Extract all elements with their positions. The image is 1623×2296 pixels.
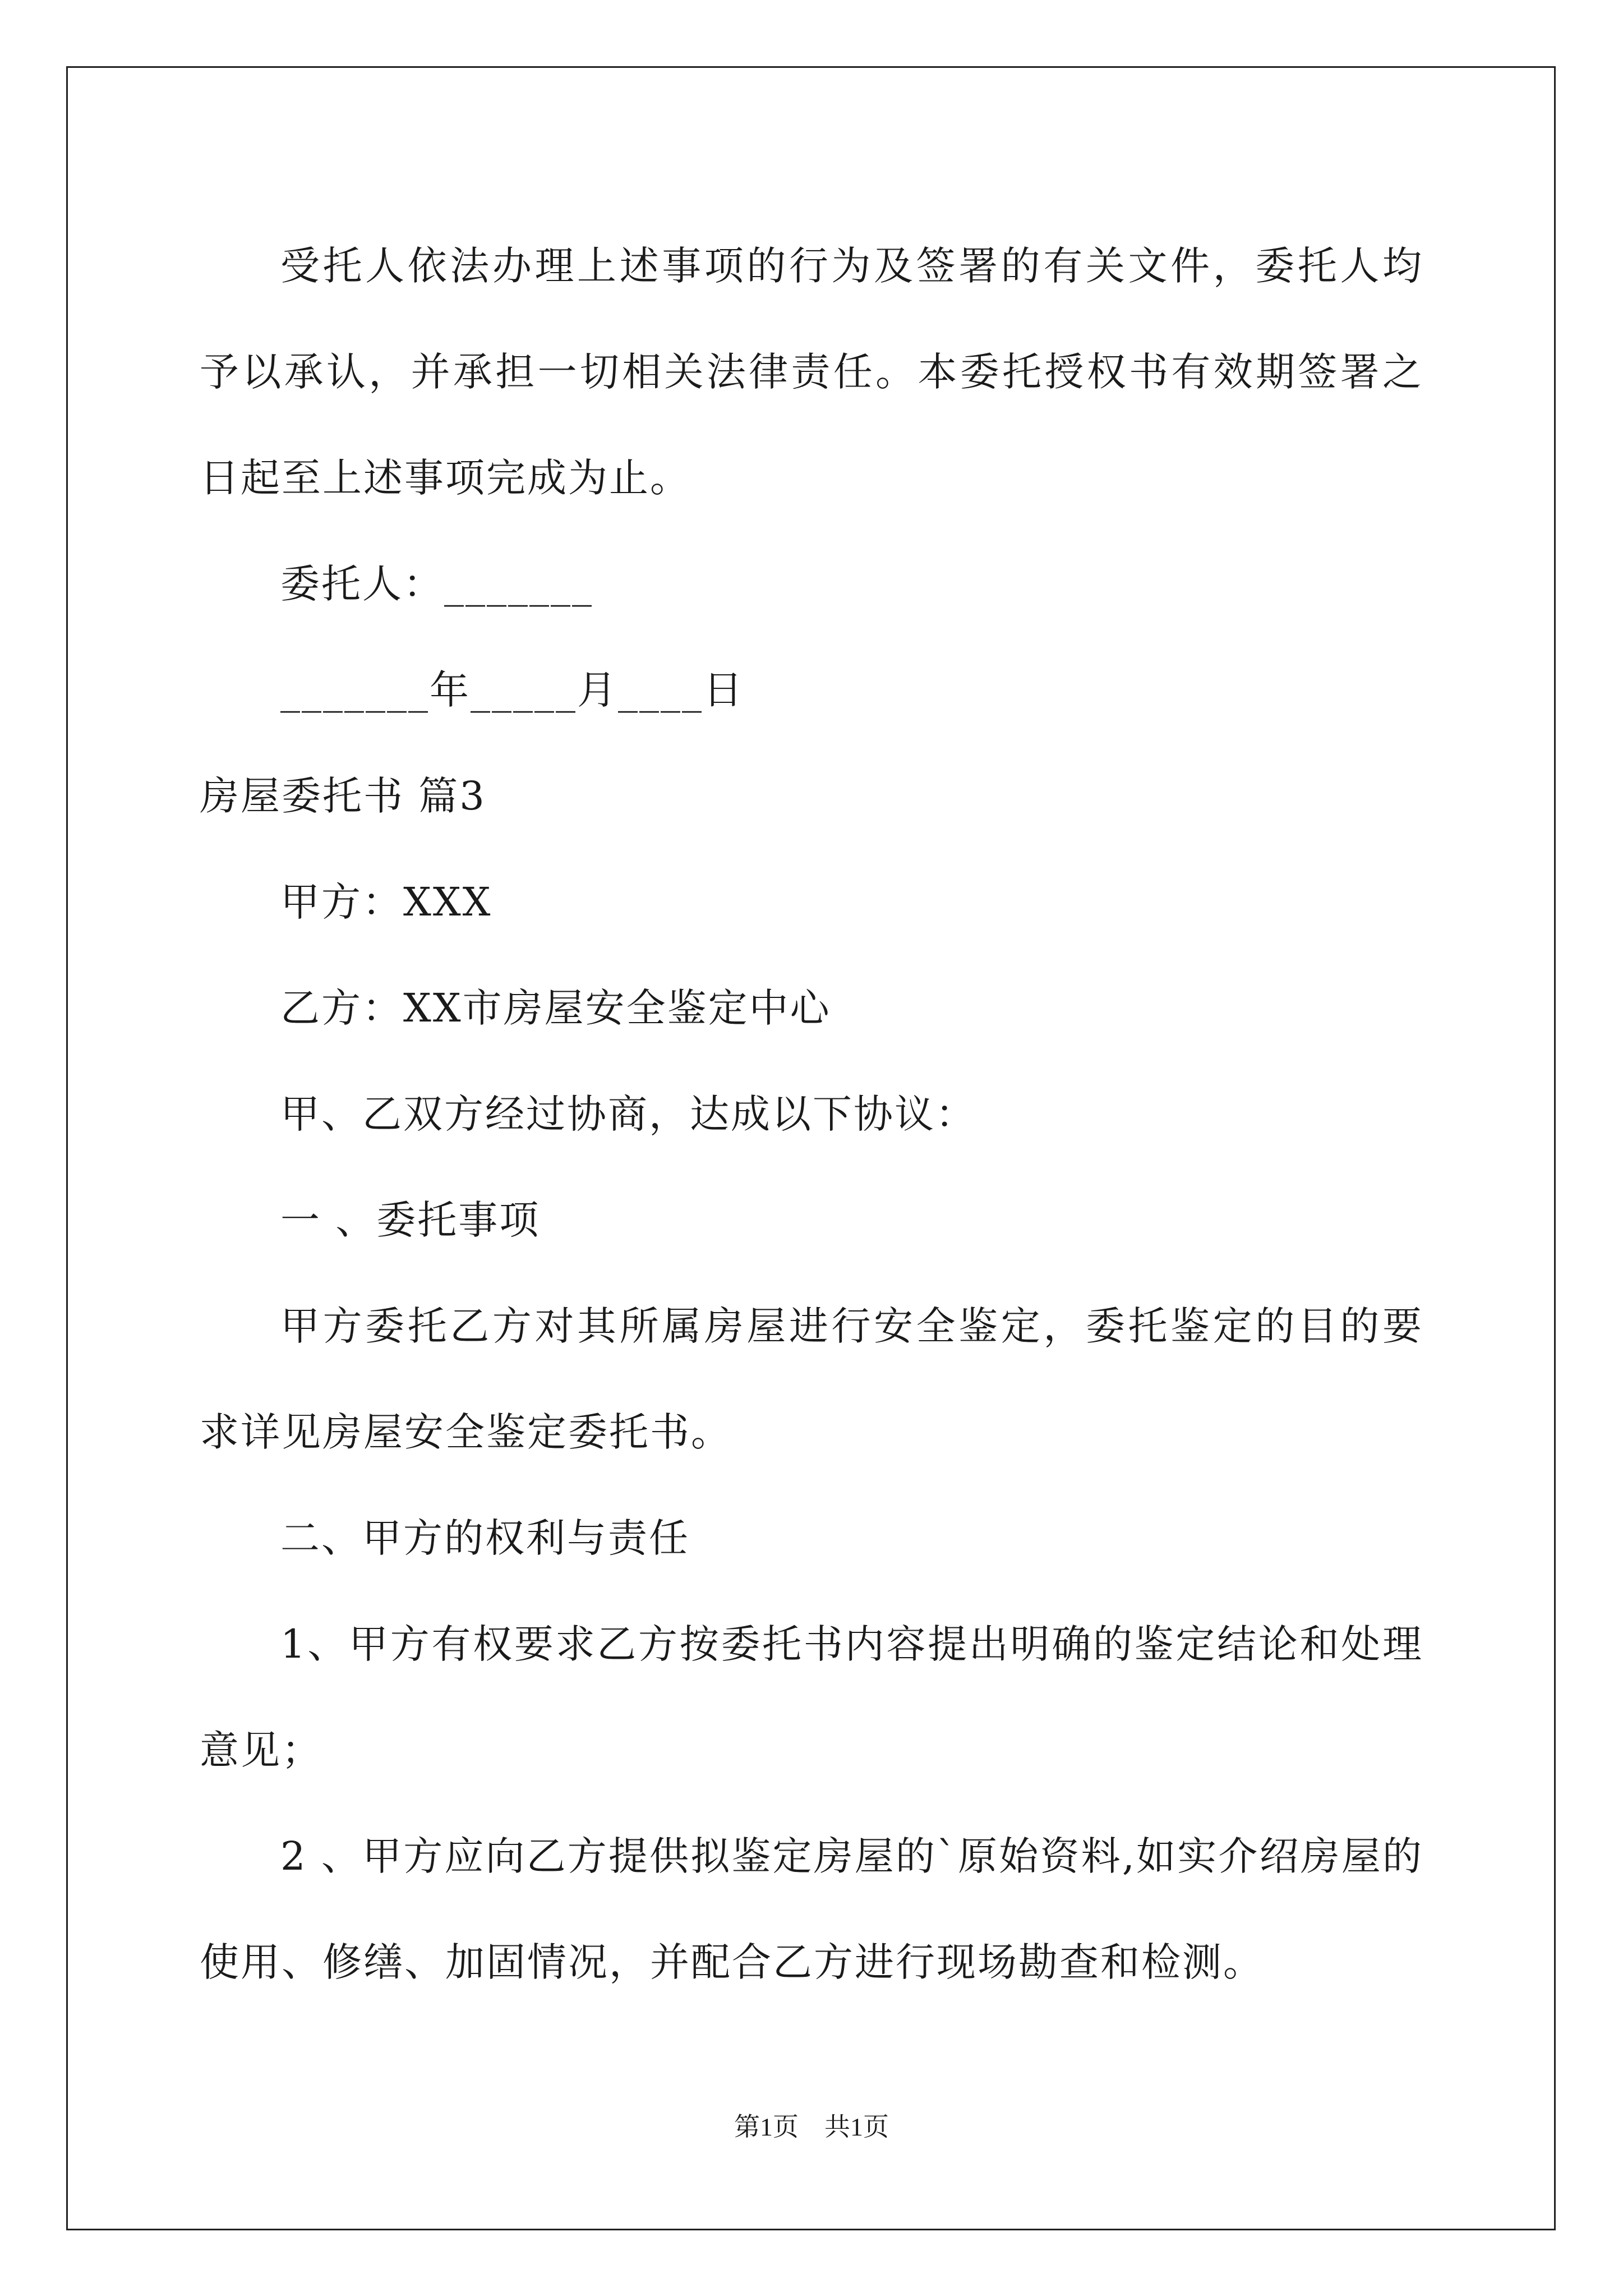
- paragraph-item-heading-2: 二、甲方的权利与责任: [280, 1515, 690, 1561]
- page-footer: 第1页 共1页: [734, 2113, 889, 2141]
- paragraph-clause-1: 1、甲方有权要求乙方按委托书内容提出明确的鉴定结论和处理意见；: [200, 1621, 1423, 1773]
- paragraph-item-heading-1: 一 、委托事项: [280, 1197, 541, 1243]
- paragraph-authorization-clause: 受托人依法办理上述事项的行为及签署的有关文件，委托人均予以承认，并承担一切相关法律责任。本委托授权书有效期签署之日起至上述事项完成为止。: [200, 243, 1423, 501]
- paragraph-agreement-intro: 甲、乙双方经过协商，达成以下协议：: [280, 1091, 976, 1137]
- paragraph-date-line: _______年_____月____日: [280, 667, 744, 713]
- paragraph-party-a: 甲方：XXX: [280, 879, 492, 925]
- paragraph-principal-signature: 委托人：_______: [280, 561, 593, 607]
- document-body: [200, 213, 1423, 2016]
- paragraph-clause-2: 2 、甲方应向乙方提供拟鉴定房屋的`原始资料,如实介绍房屋的使用、修缮、加固情况，并配合乙方进行现场勘查和检测。: [200, 1833, 1423, 1985]
- paragraph-entrusted-matter: 甲方委托乙方对其所属房屋进行安全鉴定，委托鉴定的目的要求详见房屋安全鉴定委托书。: [200, 1303, 1423, 1455]
- section-heading: 房屋委托书 篇3: [200, 773, 486, 819]
- paragraph-party-b: 乙方：XX市房屋安全鉴定中心: [280, 985, 831, 1031]
